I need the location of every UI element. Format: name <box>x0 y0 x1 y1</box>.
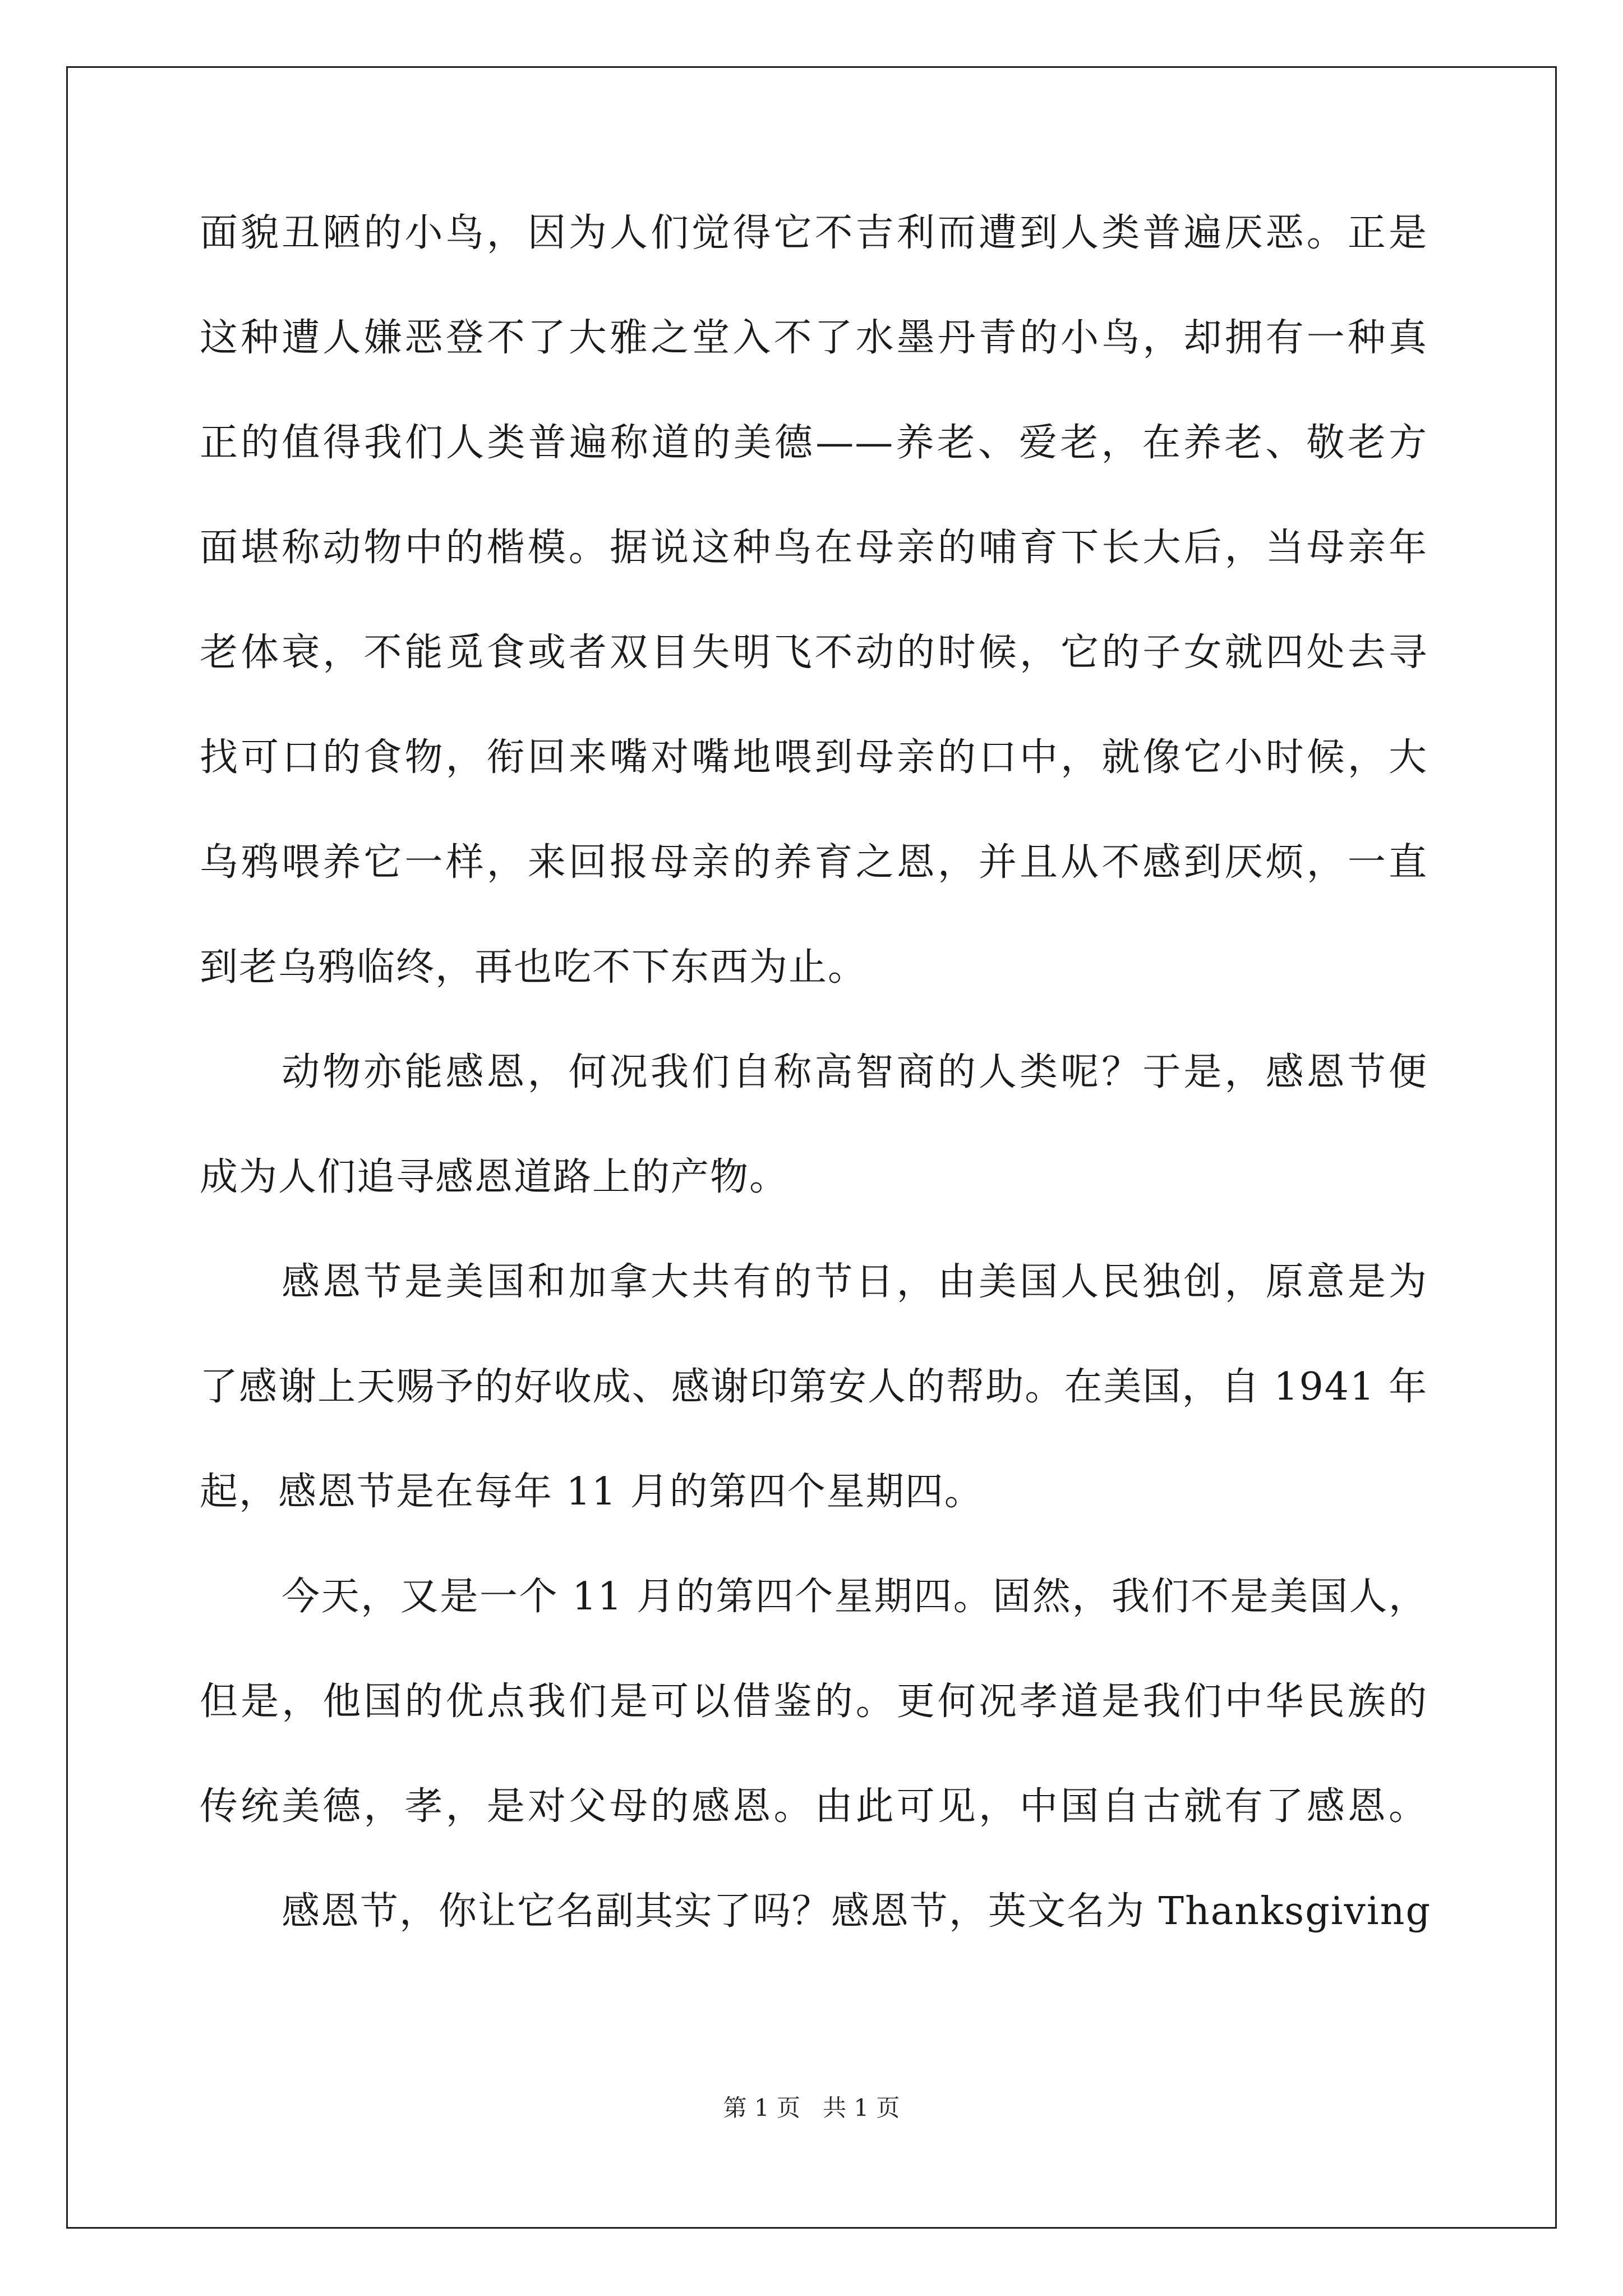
text-line: 找可口的食物，衔回来嘴对嘴地喂到母亲的口中，就像它小时候，大 <box>200 735 1428 780</box>
text-line: 动物亦能感恩，何况我们自称高智商的人类呢？于是，感恩节便 <box>282 1050 1428 1094</box>
text-line: 成为人们追寻感恩道路上的产物。 <box>200 1155 789 1199</box>
text-line: 面堪称动物中的楷模。据说这种鸟在母亲的哺育下长大后，当母亲年 <box>200 526 1428 570</box>
document-body <box>200 206 1431 1990</box>
text-line: 起，感恩节是在每年 11 月的第四个星期四。 <box>200 1470 984 1514</box>
text-line: 感恩节是美国和加拿大共有的节日，由美国人民独创，原意是为 <box>282 1260 1428 1304</box>
text-line: 正的值得我们人类普遍称道的美德——养老、爱老，在养老、敬老方 <box>200 421 1428 465</box>
text-line: 到老乌鸦临终，再也吃不下东西为止。 <box>200 945 868 990</box>
text-line: 今天，又是一个 11 月的第四个星期四。固然，我们不是美国人， <box>282 1575 1428 1619</box>
text-line: 但是，他国的优点我们是可以借鉴的。更何况孝道是我们中华民族的 <box>200 1680 1428 1724</box>
text-line: 老体衰，不能觅食或者双目失明飞不动的时候，它的子女就四处去寻 <box>200 631 1428 675</box>
text-line: 传统美德，孝，是对父母的感恩。由此可见，中国自古就有了感恩。 <box>200 1784 1428 1829</box>
page-footer <box>0 2091 1623 2125</box>
text-line: 乌鸦喂养它一样，来回报母亲的养育之恩，并且从不感到厌烦，一直 <box>200 840 1428 885</box>
text-line: 了感谢上天赐予的好收成、感谢印第安人的帮助。在美国，自 1941 年 <box>200 1365 1428 1409</box>
text-line: 这种遭人嫌恶登不了大雅之堂入不了水墨丹青的小鸟，却拥有一种真 <box>200 316 1428 360</box>
page-number-total: 共 1 页 <box>823 2094 900 2122</box>
text-line: 面貌丑陋的小鸟，因为人们觉得它不吉利而遭到人类普遍厌恶。正是 <box>200 211 1428 255</box>
page-number-current: 第 1 页 <box>723 2094 800 2122</box>
text-line: 感恩节，你让它名副其实了吗？感恩节，英文名为 Thanksgiving <box>282 1889 1431 1934</box>
